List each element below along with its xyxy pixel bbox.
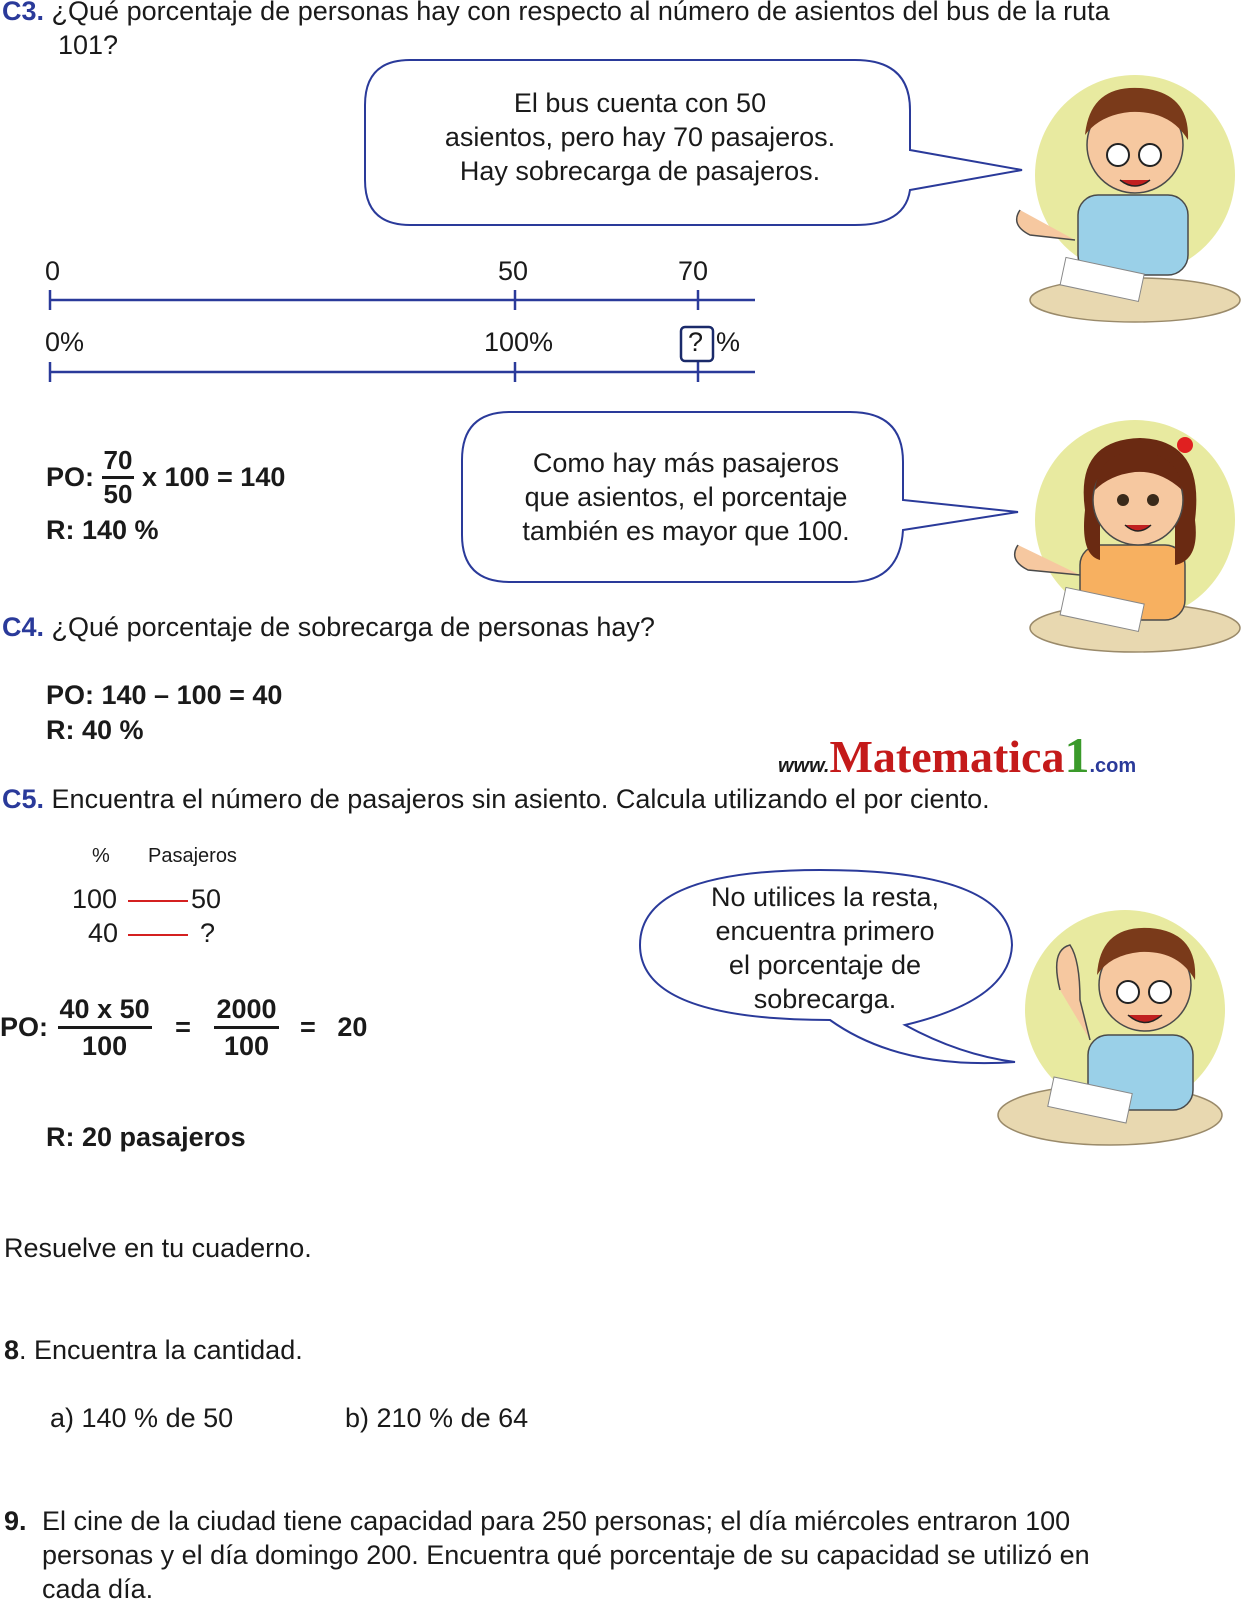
c4-question [2,612,655,643]
tick-label-100pct: 100% [484,327,554,357]
bubble-1-text [370,86,910,188]
c5-po [0,992,367,1063]
ex9-line-1: El cine de la ciudad tiene capacidad para 250 personas; el día miércoles entraron 100 [42,1506,1071,1536]
ex9-line-2: personas y el día domingo 200. Encuentra qué porcentaje de su capacidad se utilizó en [42,1540,1090,1570]
c5-fraction-1 [58,992,152,1063]
bubble-3-line: sobrecarga. [753,984,897,1014]
row1-left: 100 [72,884,118,914]
ex8-number: 8 [4,1335,20,1365]
c4-question-text: ¿Qué porcentaje de sobrecarga de personas hay? [51,612,655,642]
number-line-top [50,290,755,310]
c3-label: C3. [2,0,45,26]
number-line-bottom [50,362,755,382]
tick-label-70: 70 [678,256,709,286]
c5-equals-1: = [175,1012,191,1042]
row2-left: 40 [88,918,119,948]
logo-one: 1 [1064,727,1090,783]
girl-character [1015,420,1240,652]
row2-right: ? [200,918,216,948]
tick-label-0pct: 0% [45,327,85,357]
c3-po-label: PO: [46,462,95,492]
c5-question-text: Encuentra el número de pasajeros sin asiento. Calcula utilizando el por ciento. [51,784,990,814]
logo-prefix: www. [778,755,830,777]
ex9-number: 9. [4,1506,27,1536]
ex8-item-b: b) 210 % de 64 [345,1403,529,1433]
bubble-2-line: también es mayor que 100. [522,516,850,546]
c5-fraction-2 [214,992,278,1063]
c5-equals-2: = [300,1012,316,1042]
boy-character-2 [998,910,1225,1145]
ex9-line-3: cada día. [42,1574,154,1604]
col-header-percent: % [92,845,110,867]
logo-suffix: .com [1089,755,1137,777]
c5-fraction-1-den: 100 [82,1031,128,1061]
c4-po: PO: 140 – 100 = 40 [46,680,283,710]
c5-label: C5. [2,784,45,814]
boy-character-1 [1017,75,1240,322]
c3-question-line2: 101? [58,30,119,60]
c3-answer: R: 140 % [46,515,159,545]
bubble-3-text [650,880,1000,1016]
bubble-3-line: el porcentaje de [728,950,922,980]
percent-sign: % [716,327,741,357]
bubble-1-line: El bus cuenta con 50 [513,88,767,118]
c3-question-line1 [2,0,1110,27]
tick-label-0: 0 [45,256,61,286]
c4-answer: R: 40 % [46,715,144,745]
bubble-3-line: No utilices la resta, [710,882,940,912]
row1-right: 50 [191,884,222,914]
tick-label-50: 50 [498,256,529,286]
col-header-pasajeros: Pasajeros [148,845,237,867]
question-mark: ? [688,327,704,357]
c3-fraction [102,445,135,510]
c3-question-text: ¿Qué porcentaje de personas hay con respecto al número de asientos del bus de la ruta [51,0,1110,26]
bubble-3-line: encuentra primero [715,916,935,946]
bubble-1-line: asientos, pero hay 70 pasajeros. [444,122,836,152]
bubble-2-line: Como hay más pasajeros [532,448,840,478]
c3-po [46,445,285,510]
ex8-heading [4,1335,303,1366]
c5-fraction-1-num: 40 x 50 [58,992,152,1029]
c5-fraction-2-den: 100 [223,1031,269,1061]
ex8-item-a: a) 140 % de 50 [50,1403,234,1433]
bubble-1-line: Hay sobrecarga de pasajeros. [459,156,821,186]
c3-po-rest: x 100 = 140 [141,462,286,492]
c5-result: 20 [337,1012,368,1042]
c4-label: C4. [2,612,45,642]
c5-answer: R: 20 pasajeros [46,1122,246,1152]
resuelve-heading: Resuelve en tu cuaderno. [4,1233,312,1263]
bubble-2-text [468,446,904,548]
c3-fraction-den: 50 [103,479,133,509]
bubble-2-line: que asientos, el porcentaje [524,482,848,512]
c5-po-label: PO: [0,1012,49,1042]
c5-question [2,784,990,815]
c3-fraction-num: 70 [102,445,135,479]
c5-fraction-2-num: 2000 [214,992,278,1029]
ex8-text: . Encuentra la cantidad. [19,1335,303,1365]
logo-name: Matematica [829,731,1065,782]
site-logo [778,726,1136,784]
